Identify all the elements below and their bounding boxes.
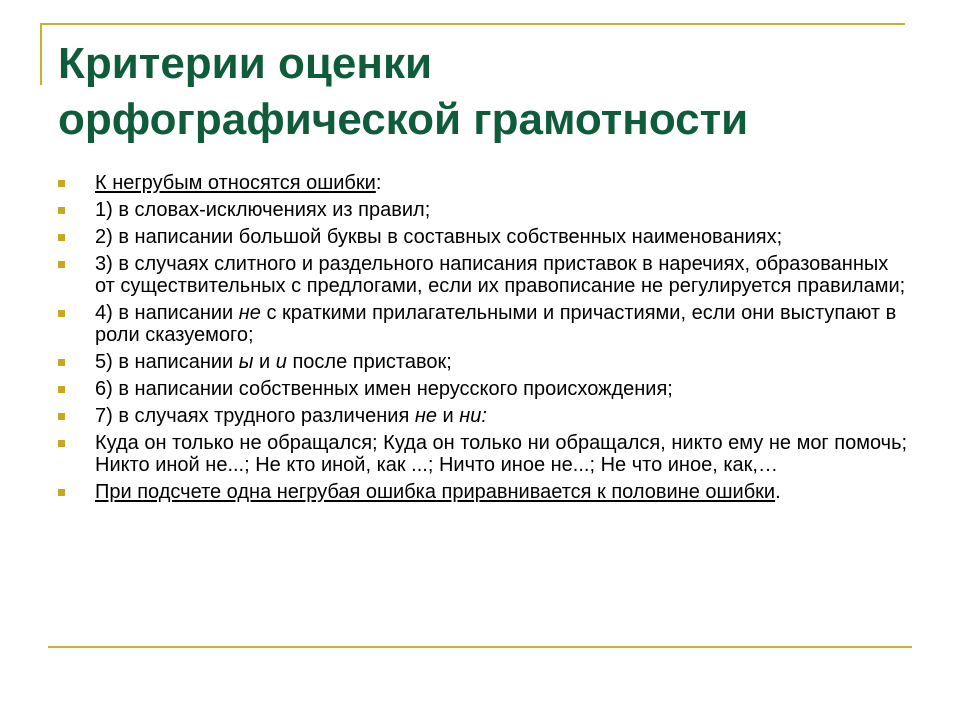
slide-title-line-2: орфографической грамотности: [58, 95, 749, 144]
list-item: [58, 253, 908, 297]
square-bullet-icon: [58, 207, 65, 214]
list-item: [58, 351, 908, 373]
item-text: 3) в случаях слитного и раздельного написания приставок в наречиях, образованных от существительных с предлогами, если их правописание не регулируется правилами;: [95, 253, 906, 297]
square-bullet-icon: [58, 440, 65, 447]
item-text: и: [436, 405, 460, 427]
item-italic-text: не: [414, 405, 437, 427]
item-text: 7) в случаях трудного различения: [95, 405, 415, 427]
item-text: .: [775, 481, 781, 503]
item-text: и: [253, 351, 276, 373]
item-underlined-text: При подсчете одна негрубая ошибка приравнивается к половине ошибки: [95, 481, 776, 503]
square-bullet-icon: [58, 413, 65, 420]
frame-bottom-rule: [48, 646, 912, 648]
square-bullet-icon: [58, 310, 65, 317]
square-bullet-icon: [58, 261, 65, 268]
item-text: 6) в написании собственных имен нерусского происхождения;: [95, 378, 673, 400]
item-text: 1) в словах-исключениях из правил;: [95, 199, 431, 221]
item-italic-text: и: [275, 351, 287, 373]
item-italic-text: ни:: [459, 405, 487, 427]
list-item: [58, 302, 908, 346]
square-bullet-icon: [58, 386, 65, 393]
item-text: с краткими прилагательными и причастиями, если они выступают в роли сказуемого;: [95, 302, 897, 346]
frame-top-rule: [40, 23, 905, 25]
list-item: [58, 199, 908, 221]
list-item: [58, 378, 908, 400]
item-text: Куда он только не обращался; Куда он только ни обращался, никто ему не мог помочь; Никто иной не...; Не кто иной, как ...; Ничто иное не...; Не что иное, как,…: [95, 432, 908, 476]
square-bullet-icon: [58, 489, 65, 496]
list-item: [58, 432, 908, 476]
frame-left-rule: [40, 23, 42, 85]
list-item: [58, 405, 908, 427]
item-text: после приставок;: [286, 351, 452, 373]
square-bullet-icon: [58, 234, 65, 241]
list-item: [58, 481, 908, 503]
square-bullet-icon: [58, 180, 65, 187]
list-item: [58, 226, 908, 248]
item-text: :: [375, 172, 382, 194]
item-text: 4) в написании: [95, 302, 239, 324]
item-italic-text: ы: [238, 351, 254, 373]
bullet-list: [58, 172, 908, 508]
square-bullet-icon: [58, 359, 65, 366]
item-text: 5) в написании: [95, 351, 239, 373]
item-italic-text: не: [238, 302, 261, 324]
slide-title: [58, 36, 748, 148]
list-item: [58, 172, 908, 194]
item-underlined-text: К негрубым относятся ошибки: [95, 172, 376, 194]
item-text: 2) в написании большой буквы в составных собственных наименованиях;: [95, 226, 783, 248]
slide-title-line-1: Критерии оценки: [58, 39, 433, 88]
